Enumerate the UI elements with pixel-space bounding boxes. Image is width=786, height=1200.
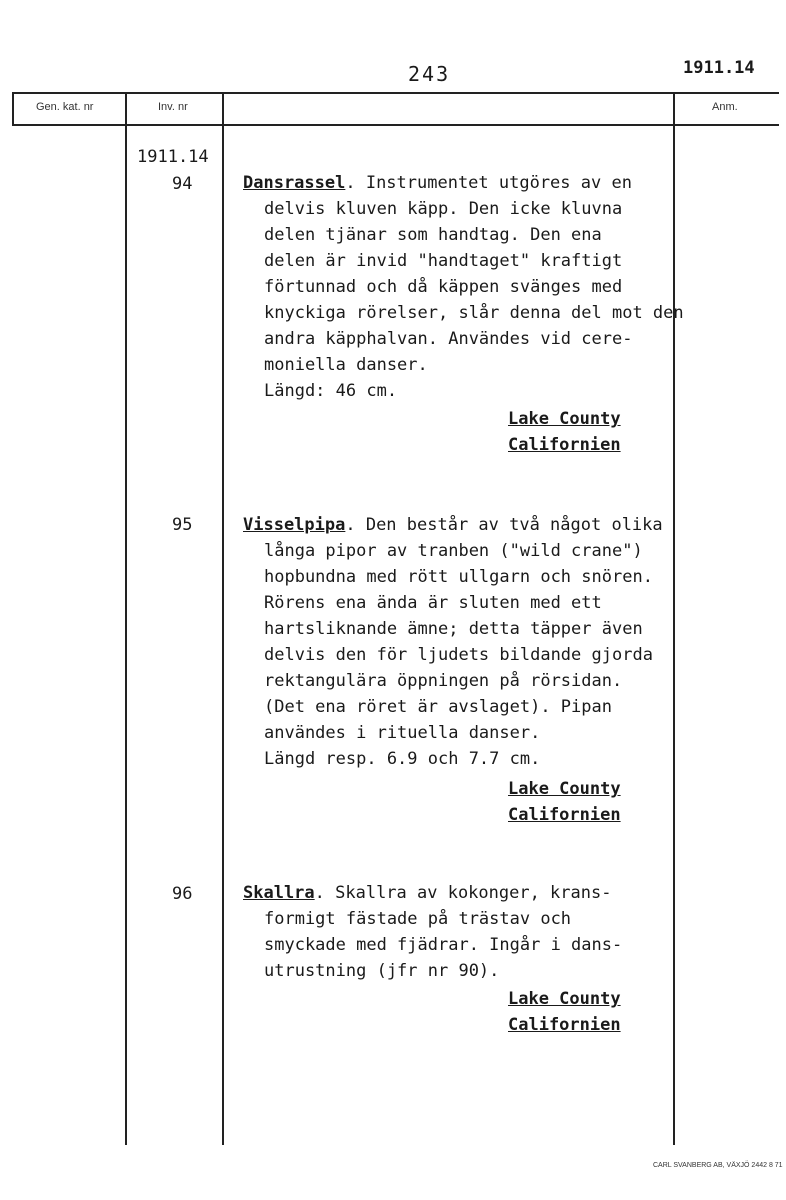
entry-description: [243, 170, 703, 404]
entry-title: Visselpipa: [243, 515, 346, 535]
entry-line: utrustning (jfr nr 90).: [264, 961, 500, 981]
year-label: 1911.14: [137, 147, 209, 167]
entry-line: förtunnad och då käppen svänges med: [264, 277, 623, 297]
entry-line: Längd resp. 6.9 och 7.7 cm.: [264, 749, 541, 769]
entry-first-line: Skallra. Skallra av kokonger, krans-: [243, 883, 612, 903]
entry-line: formigt fästade på trästav och: [264, 909, 572, 929]
inv-number: 95: [172, 515, 193, 535]
location-state: Californien: [508, 805, 621, 825]
location-state: Californien: [508, 435, 621, 455]
header-bottom-rule: [12, 124, 779, 126]
column-header-inv: Inv. nr: [158, 101, 188, 113]
entry-line: delvis den för ljudets bildande gjorda: [264, 645, 653, 665]
entry-line: hopbundna med rött ullgarn och snören.: [264, 567, 653, 587]
left-border: [12, 92, 14, 125]
entry-description: [243, 512, 703, 772]
page-number: 243: [408, 62, 451, 86]
entry-line: Längd: 46 cm.: [264, 381, 398, 401]
column-header-anm: Anm.: [712, 101, 738, 113]
entry-title: Skallra: [243, 883, 315, 903]
printer-imprint: CARL SVANBERG AB, VÄXJÖ 2442 8 71: [653, 1162, 783, 1169]
entry-line: smyckade med fjädrar. Ingår i dans-: [264, 935, 623, 955]
catalog-number: 1911.14: [683, 58, 755, 78]
inv-number: 96: [172, 884, 193, 904]
entry-line: rektangulära öppningen på rörsidan.: [264, 671, 623, 691]
location-county: Lake County: [508, 989, 621, 1009]
entry-line: hartsliknande ämne; detta täpper även: [264, 619, 643, 639]
entry-line: (Det ena röret är avslaget). Pipan: [264, 697, 612, 717]
entry-line: användes i rituella danser.: [264, 723, 541, 743]
column-header-gen-kat: Gen. kat. nr: [36, 101, 94, 113]
entry-first-line: Visselpipa. Den består av två något olika: [243, 515, 663, 535]
entry-line: delen tjänar som handtag. Den ena: [264, 225, 602, 245]
inv-number: 94: [172, 174, 193, 194]
entry-line: Rörens ena ända är sluten med ett: [264, 593, 602, 613]
entry-description: [243, 880, 703, 984]
entry-line: andra käpphalvan. Användes vid cere-: [264, 329, 633, 349]
header-top-rule: [12, 92, 779, 94]
entry-title: Dansrassel: [243, 173, 346, 193]
entry-line: delvis kluven käpp. Den icke kluvna: [264, 199, 623, 219]
entry-line: långa pipor av tranben ("wild crane"): [264, 541, 643, 561]
location-state: Californien: [508, 1015, 621, 1035]
entry-line: delen är invid "handtaget" kraftigt: [264, 251, 623, 271]
location-county: Lake County: [508, 779, 621, 799]
column-divider-gen: [125, 92, 127, 1145]
entry-line: moniella danser.: [264, 355, 428, 375]
column-divider-inv: [222, 92, 224, 1145]
location-county: Lake County: [508, 409, 621, 429]
entry-line: knyckiga rörelser, slår denna del mot den: [264, 303, 684, 323]
entry-first-line: Dansrassel. Instrumentet utgöres av en: [243, 173, 632, 193]
